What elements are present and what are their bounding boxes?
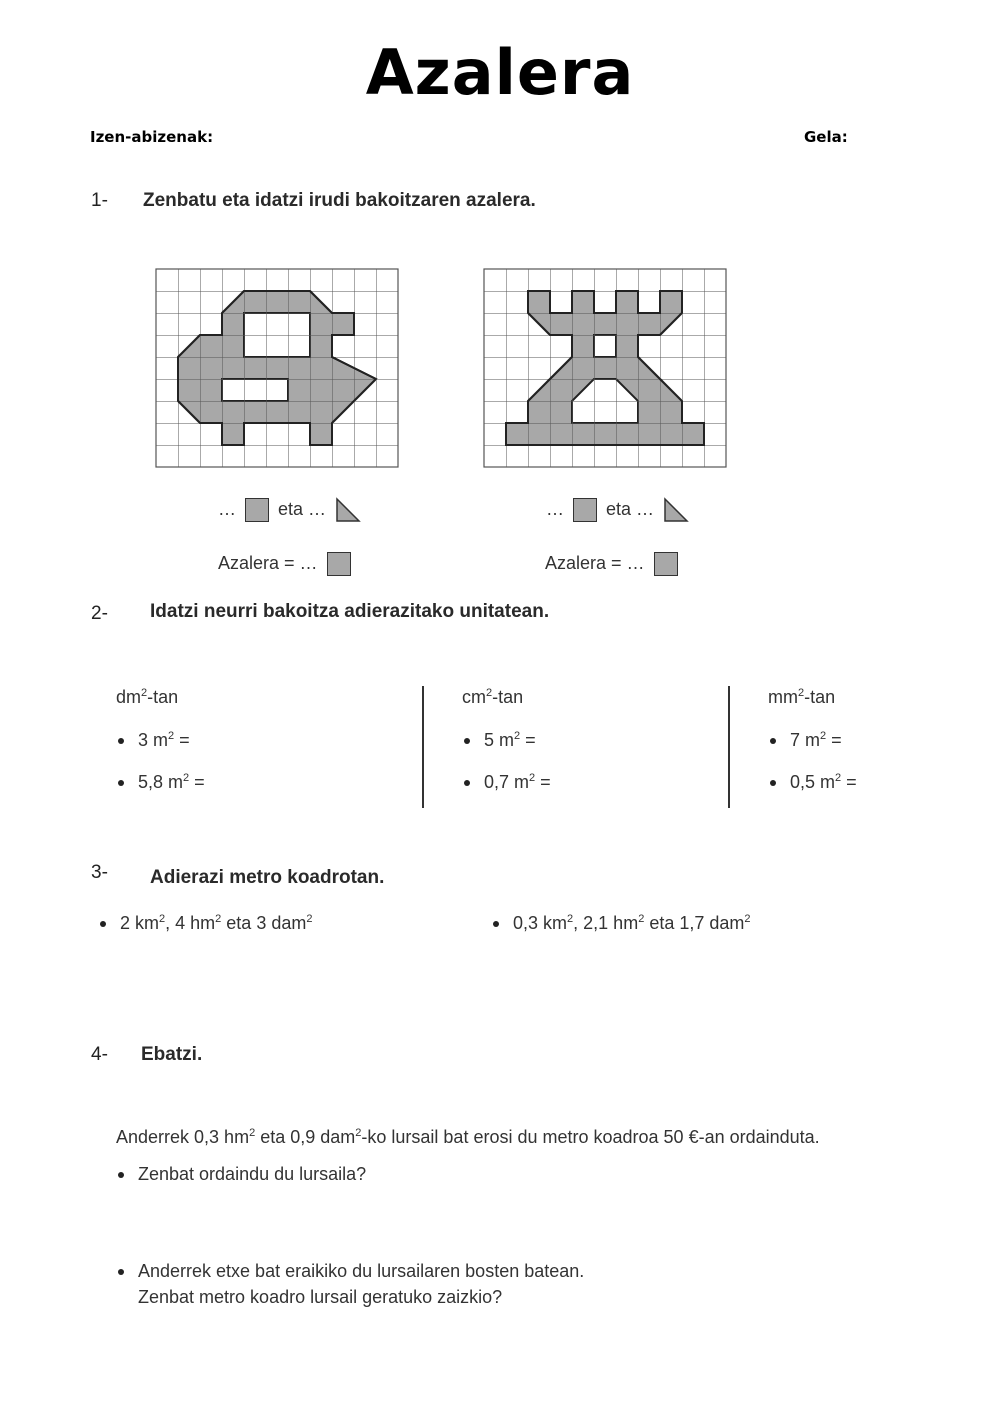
q2-col2-item1: 5 $m^2$ =	[464, 730, 536, 751]
q2-col1-header: $dm^2-\tan$	[116, 687, 179, 707]
fig2-dots: …	[546, 498, 564, 519]
q3-number: 3-	[91, 862, 108, 883]
q2-col3-header: $mm^2-\tan$	[768, 687, 836, 707]
q2-col3-item2: 0,5 $m^2$ =	[770, 772, 857, 793]
q3-item2: 0,3 $km^2$, 2,1 $hm^2$ eta 1,7 dam$^2$	[493, 913, 751, 934]
q4-question1: Zenbat ordaindu du lursaila?	[118, 1164, 366, 1185]
fig1-area-line	[218, 552, 351, 576]
fig2-area-line	[545, 552, 678, 576]
q3-text: Adierazi metro koadrotan.	[150, 867, 385, 888]
q2-col2-item2: 0,7 $m^2$ =	[464, 772, 551, 793]
square-unit-icon	[654, 552, 678, 576]
q1-number: 1-	[91, 190, 108, 211]
fig2-count-line	[546, 497, 689, 523]
triangle-unit-icon	[335, 497, 361, 523]
fig2-eta: eta …	[606, 498, 655, 519]
class-label: Gela:	[804, 128, 848, 146]
column-divider	[728, 686, 730, 808]
q2-col1-item2: 5,8 $m^2$ =	[118, 772, 205, 793]
q2-col1-item1: 3 $m^2$ =	[118, 730, 190, 751]
q2-text: Idatzi neurri bakoitza adierazitako unitatean.	[150, 601, 550, 622]
q2-col3-item1: 7 $m^2$ =	[770, 730, 842, 751]
q4-problem: Anderrek 0,3 $hm^2$ eta 0,9 dam$^2$-ko lursail bat erosi du metro koadroa 50 €-an ordainduta.	[116, 1127, 820, 1147]
square-unit-icon	[245, 498, 269, 522]
fig1-area-label: Azalera = …	[218, 552, 318, 573]
fig1-count-line	[218, 497, 361, 523]
q2-col2-header: $cm^2-\tan$	[462, 687, 524, 707]
q4-question2-line2: Zenbat metro koadro lursail geratuko zaizkio?	[138, 1287, 503, 1307]
triangle-unit-icon	[663, 497, 689, 523]
q2-number: 2-	[91, 603, 108, 624]
q4-question2: Anderrek etxe bat eraikiko du lursailaren bosten batean.	[118, 1261, 584, 1282]
column-divider	[422, 686, 424, 808]
fig2-area-label: Azalera = …	[545, 552, 645, 573]
grid-figure-2	[483, 268, 728, 470]
name-label: Izen-abizenak:	[90, 128, 214, 146]
page-title: Azalera	[365, 36, 635, 109]
q4-text: Ebatzi.	[141, 1044, 203, 1065]
q1-text: Zenbatu eta idatzi irudi bakoitzaren azalera.	[143, 190, 536, 211]
q3-item1: 2 $km^2$, 4 $hm^2$ eta 3 dam$^2$	[100, 913, 312, 934]
square-unit-icon	[327, 552, 351, 576]
fig1-eta: eta …	[278, 498, 327, 519]
q4-number: 4-	[91, 1044, 108, 1065]
fig1-dots: …	[218, 498, 236, 519]
square-unit-icon	[573, 498, 597, 522]
grid-figure-1	[155, 268, 400, 470]
